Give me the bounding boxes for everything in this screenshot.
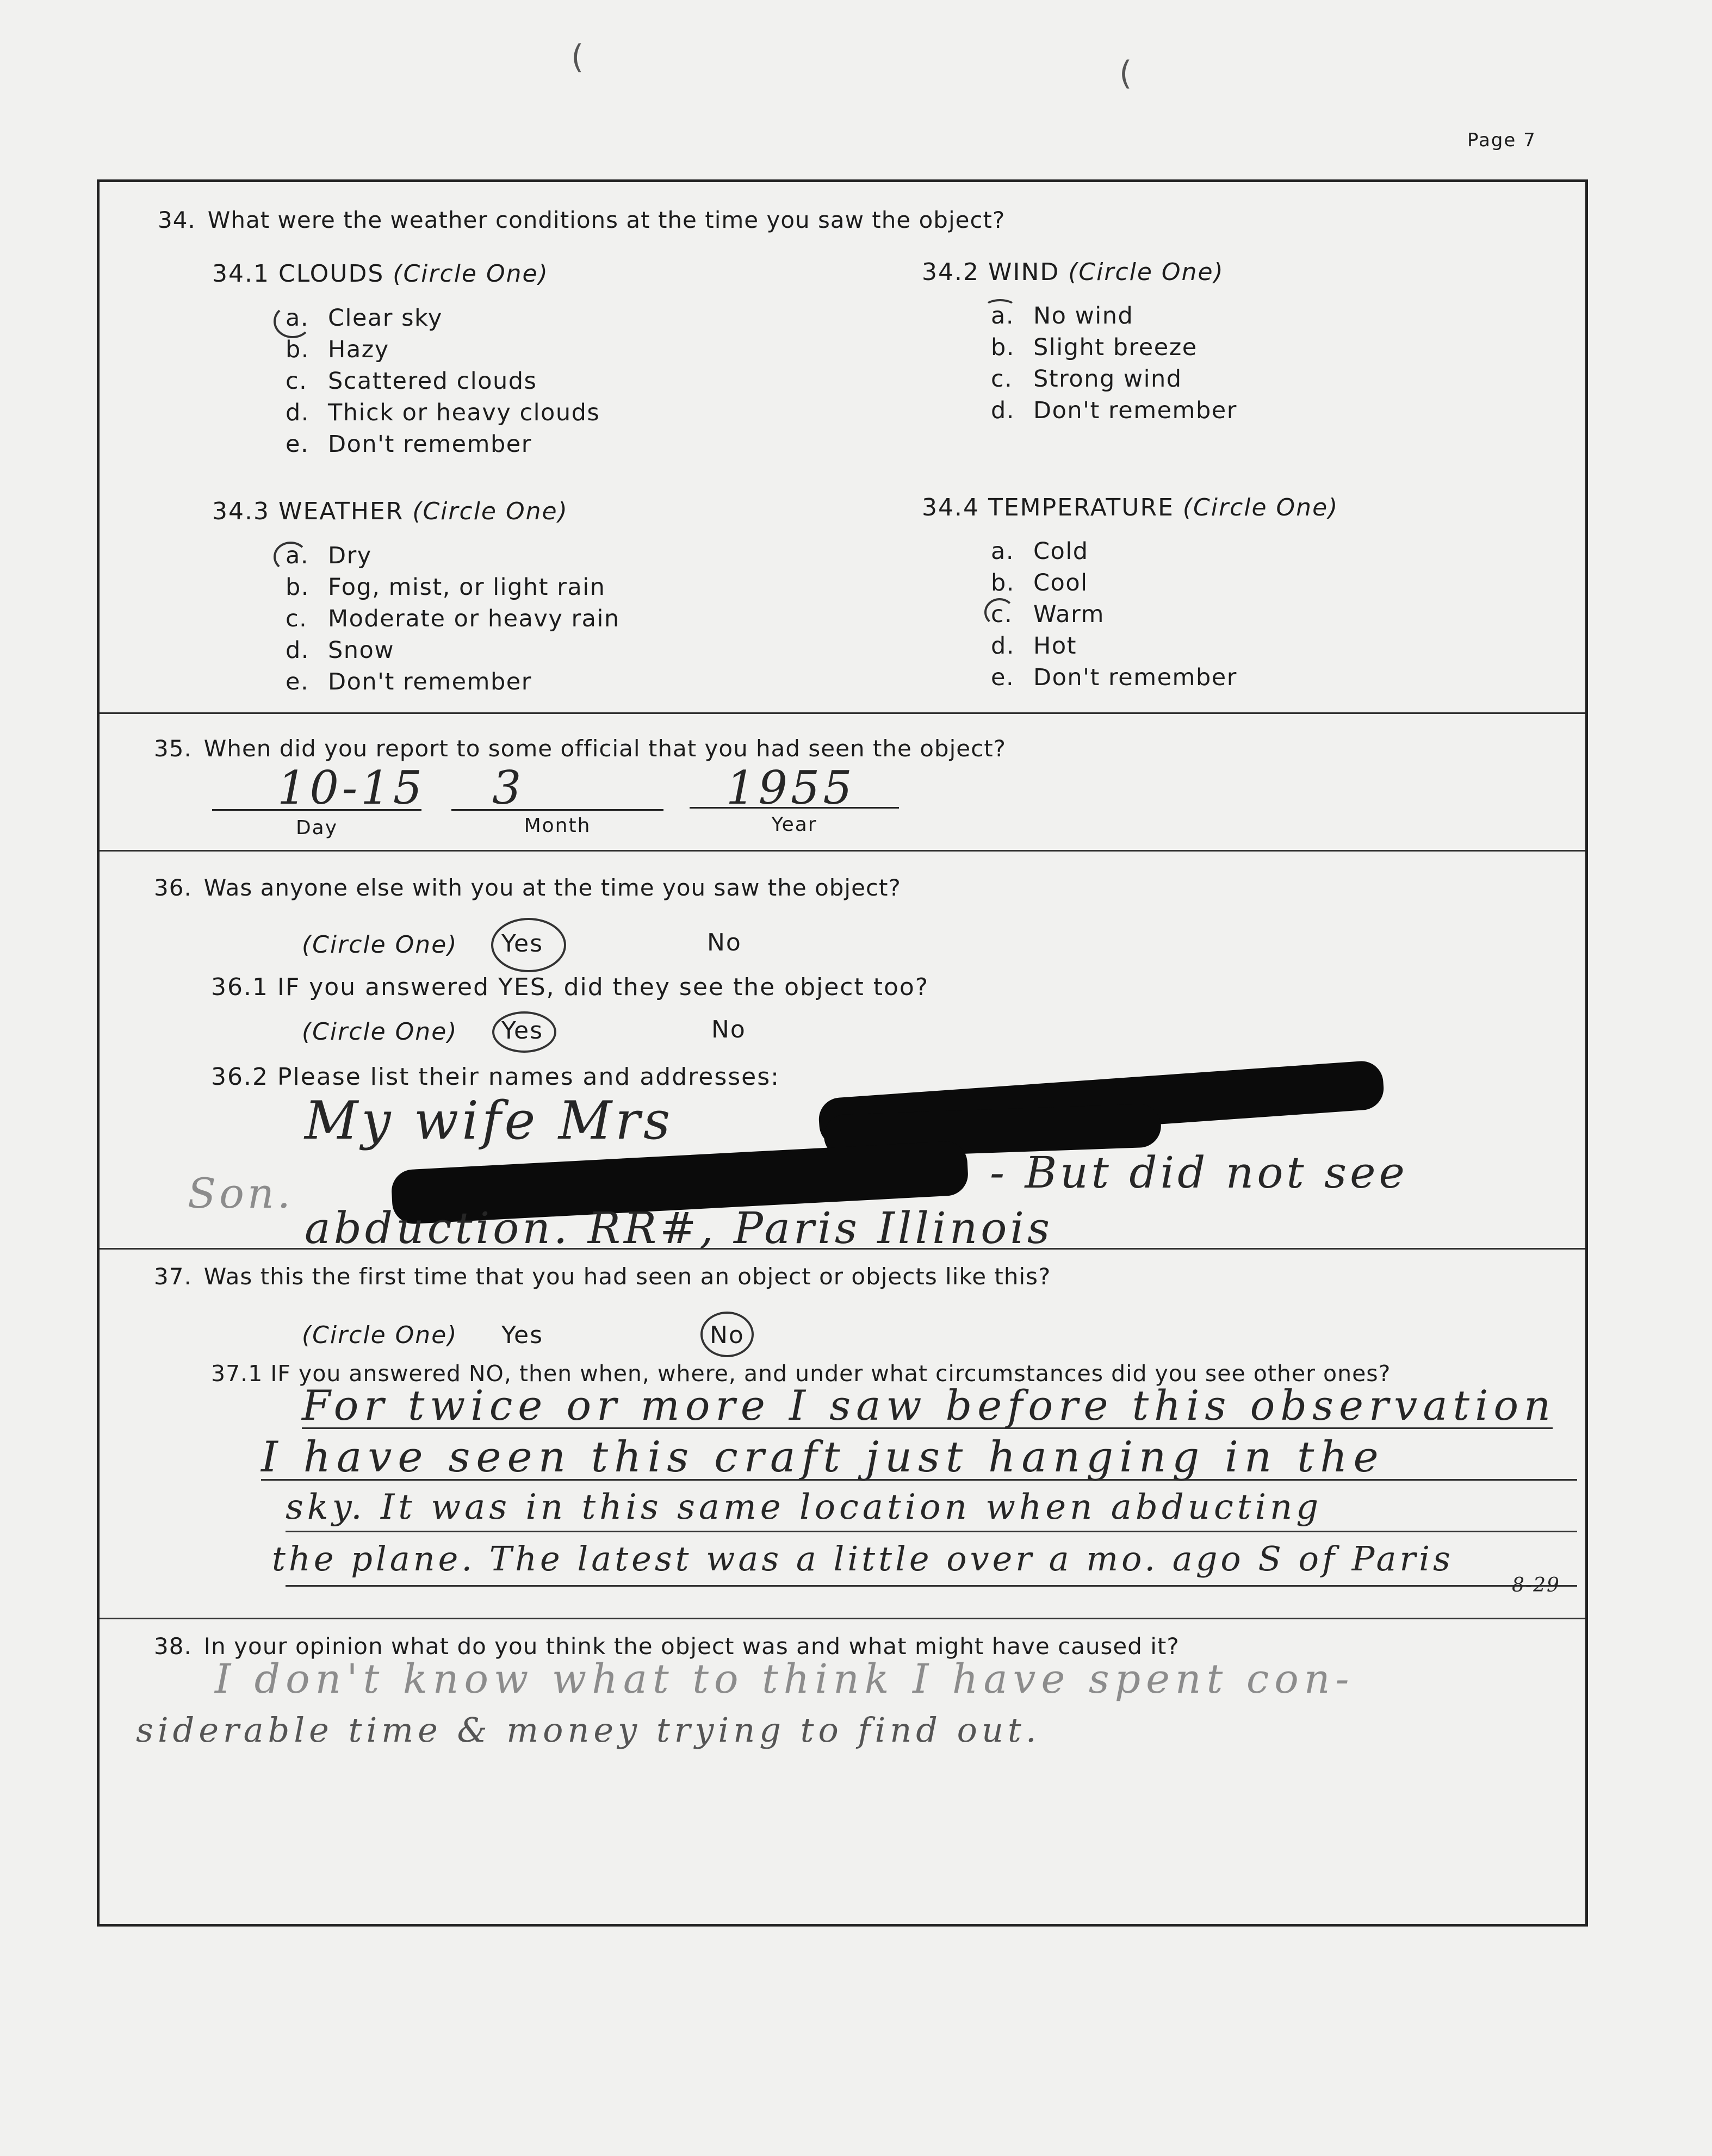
question-35: 35. When did you report to some official that you had seen the object?	[154, 735, 1006, 762]
selection-circle	[984, 598, 1015, 626]
section-divider	[100, 1618, 1585, 1619]
wind-options	[991, 300, 1237, 426]
option-scattered-clouds[interactable]: c. Scattered clouds	[286, 368, 537, 395]
option-heavy-rain[interactable]: c. Moderate or heavy rain	[286, 605, 620, 632]
scan-mark: (	[1119, 54, 1132, 92]
clouds-options	[286, 302, 600, 460]
weather-options	[286, 540, 620, 698]
option-hazy[interactable]: b. Hazy	[286, 336, 389, 363]
option-dont-remember[interactable]: e. Don't remember	[286, 668, 532, 695]
temperature-options	[991, 536, 1237, 693]
section-divider	[100, 712, 1585, 714]
option-fog-mist-rain[interactable]: b. Fog, mist, or light rain	[286, 574, 606, 601]
other-sightings-line2[interactable]: I have seen this craft just hanging in the	[261, 1433, 1385, 1482]
option-cool[interactable]: b. Cool	[991, 569, 1088, 597]
companions-answer-line1[interactable]: My wife Mrs	[305, 1090, 674, 1151]
opinion-answer-line1[interactable]: I don't know what to think I have spent con-	[215, 1656, 1355, 1703]
companions-answer-line4[interactable]: abduction. RR#, Paris Illinois	[305, 1203, 1053, 1253]
section-divider	[100, 850, 1585, 852]
other-sightings-line4[interactable]: the plane. The latest was a little over a mo. ago S of Paris	[272, 1539, 1454, 1579]
question-34: 34. What were the weather conditions at the time you saw the object?	[158, 207, 1006, 233]
scan-mark: (	[571, 38, 584, 76]
month-label: Month	[524, 815, 591, 837]
other-sightings-line1[interactable]: For twice or more I saw before this observation	[302, 1381, 1556, 1430]
question-36: 36. Was anyone else with you at the time you saw the object?	[154, 874, 901, 901]
circle-one-hint: (Circle One)	[302, 1321, 458, 1349]
yes-option[interactable]: Yes	[501, 930, 544, 958]
option-snow[interactable]: d. Snow	[286, 637, 395, 664]
option-hot[interactable]: d. Hot	[991, 632, 1077, 660]
selection-circle	[492, 1011, 556, 1053]
clouds-heading: 34.1 CLOUDS (Circle One)	[212, 260, 549, 288]
option-strong-wind[interactable]: c. Strong wind	[991, 365, 1182, 393]
month-line	[451, 809, 663, 811]
selection-circle	[274, 305, 312, 338]
circle-one-hint: (Circle One)	[302, 931, 458, 959]
question-36-2: 36.2 Please list their names and addresses:	[211, 1063, 780, 1091]
option-dont-remember[interactable]: e. Don't remember	[286, 431, 532, 458]
companions-answer-line2[interactable]: Son.	[188, 1169, 294, 1217]
selection-circle	[700, 1312, 754, 1357]
option-dry[interactable]: a. Dry	[286, 542, 372, 569]
answer-line	[286, 1585, 1577, 1587]
weather-heading: 34.3 WEATHER (Circle One)	[212, 498, 568, 525]
selection-circle	[984, 299, 1016, 314]
year-label: Year	[771, 813, 817, 836]
day-line	[212, 809, 421, 811]
yes-option[interactable]: Yes	[501, 1321, 544, 1349]
option-dont-remember[interactable]: e. Don't remember	[991, 664, 1237, 691]
day-label: Day	[295, 817, 338, 839]
margin-note: 8-29	[1512, 1574, 1560, 1596]
companions-answer-line3[interactable]: - But did not see	[990, 1147, 1408, 1198]
question-37-1: 37.1 IF you answered NO, then when, where, and under what circumstances did you see other ones?	[211, 1360, 1391, 1387]
selection-circle	[274, 542, 308, 572]
question-36-1: 36.1 IF you answered YES, did they see the object too?	[211, 973, 929, 1001]
circle-one-hint: (Circle One)	[302, 1018, 458, 1046]
answer-line	[286, 1531, 1577, 1532]
selection-circle	[491, 918, 566, 972]
report-day-answer[interactable]: 10-15	[277, 761, 426, 815]
opinion-answer-line2[interactable]: siderable time & money trying to find out.	[136, 1710, 1041, 1750]
option-cold[interactable]: a. Cold	[991, 538, 1089, 565]
option-warm[interactable]: c. Warm	[991, 601, 1105, 628]
page-number: Page 7	[1467, 129, 1536, 151]
option-no-wind[interactable]: a. No wind	[991, 302, 1134, 330]
yes-option[interactable]: Yes	[501, 1017, 544, 1045]
no-option[interactable]: No	[711, 1016, 746, 1043]
question-38: 38. In your opinion what do you think the object was and what might have caused it?	[154, 1633, 1180, 1660]
option-slight-breeze[interactable]: b. Slight breeze	[991, 334, 1198, 361]
other-sightings-line3[interactable]: sky. It was in this same location when abducting	[286, 1487, 1323, 1527]
no-option[interactable]: No	[707, 929, 742, 956]
option-thick-clouds[interactable]: d. Thick or heavy clouds	[286, 399, 600, 426]
temperature-heading: 34.4 TEMPERATURE (Circle One)	[922, 494, 1339, 521]
no-option[interactable]: No	[710, 1321, 745, 1349]
report-month-answer[interactable]: 3	[492, 761, 525, 815]
option-clear-sky[interactable]: a. Clear sky	[286, 305, 443, 332]
report-year-answer[interactable]: 1955	[726, 761, 855, 815]
option-dont-remember[interactable]: d. Don't remember	[991, 397, 1237, 424]
wind-heading: 34.2 WIND (Circle One)	[922, 258, 1224, 286]
year-line	[690, 807, 899, 809]
question-37: 37. Was this the first time that you had seen an object or objects like this?	[154, 1263, 1051, 1290]
